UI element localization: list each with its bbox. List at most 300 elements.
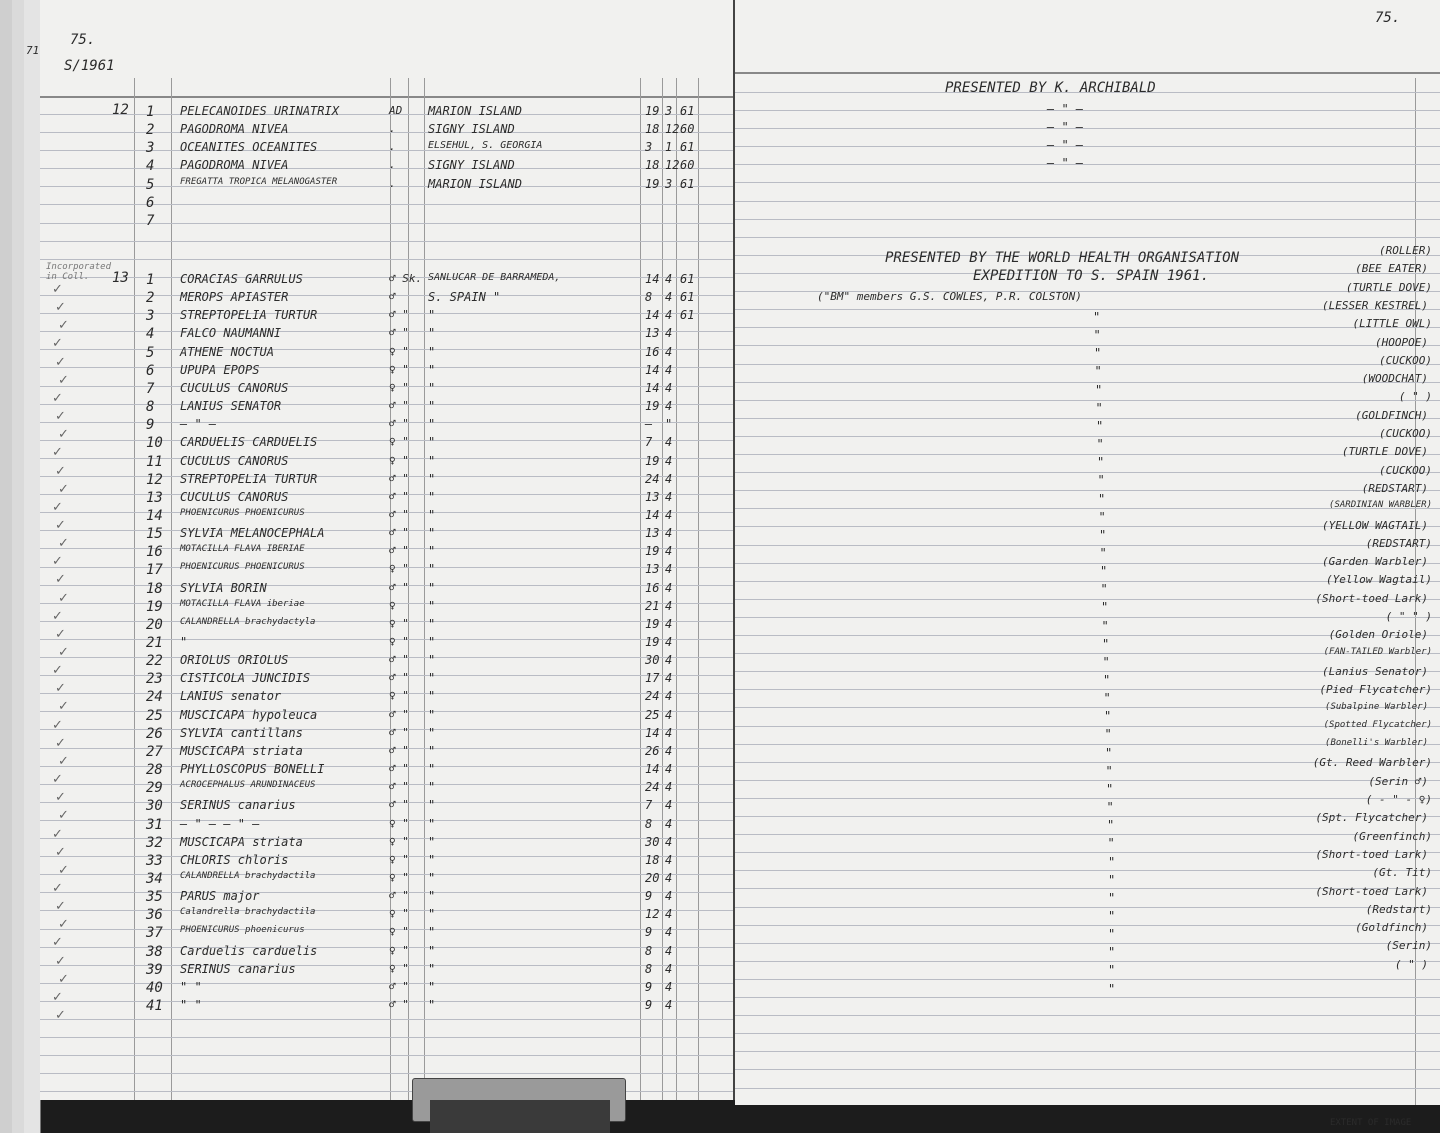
date-month: 4 bbox=[665, 381, 673, 395]
ditto-mark: " bbox=[1096, 437, 1104, 451]
date-day: 13 bbox=[645, 490, 660, 504]
specimen-number: 26 bbox=[146, 726, 163, 742]
ruled-line bbox=[40, 186, 733, 187]
date-day: 24 bbox=[645, 689, 660, 703]
species-name: " " bbox=[180, 980, 202, 994]
locality: " bbox=[428, 762, 436, 776]
presented-by-archibald: PRESENTED BY K. ARCHIBALD bbox=[945, 80, 1156, 96]
date-month: 4 bbox=[665, 817, 673, 831]
ruled-line bbox=[735, 979, 1440, 980]
check-mark-icon: ✓ bbox=[55, 627, 66, 642]
locality: " bbox=[428, 381, 436, 395]
check-mark-icon: ✓ bbox=[58, 373, 69, 388]
common-name: (Short-toed Lark) bbox=[1315, 592, 1428, 605]
specimen-number: 34 bbox=[146, 871, 163, 887]
date-month: 4 bbox=[665, 290, 673, 304]
ditto-mark: " bbox=[1096, 419, 1104, 433]
date-year: 61 bbox=[680, 308, 695, 322]
ruled-line bbox=[735, 545, 1440, 546]
check-mark-icon: ✓ bbox=[52, 609, 63, 624]
common-name: (WOODCHAT) bbox=[1361, 372, 1428, 385]
sex-field: ♀ " bbox=[389, 345, 409, 358]
locality: " bbox=[428, 617, 436, 631]
ditto-mark: " bbox=[1094, 364, 1102, 378]
date-day: 24 bbox=[645, 780, 660, 794]
date-month: 4 bbox=[665, 944, 673, 958]
species-name: CUCULUS CANORUS bbox=[180, 454, 289, 468]
locality: " bbox=[428, 853, 436, 867]
date-month: 4 bbox=[665, 472, 673, 486]
date-day: 7 bbox=[645, 798, 653, 812]
species-name: PELECANOIDES URINATRIX bbox=[180, 104, 339, 118]
date-month: 4 bbox=[665, 689, 673, 703]
sex-field: ♀ " bbox=[389, 853, 409, 866]
date-day: 9 bbox=[645, 889, 653, 903]
date-month: 4 bbox=[665, 526, 673, 540]
check-mark-icon: ✓ bbox=[52, 554, 63, 569]
species-name: PHOENICURUS PHOENICURUS bbox=[180, 508, 305, 518]
date-day: 8 bbox=[645, 290, 653, 304]
date-month: 4 bbox=[665, 345, 673, 359]
specimen-number: 37 bbox=[146, 925, 163, 941]
page-stack bbox=[24, 0, 41, 1133]
check-mark-icon: ✓ bbox=[55, 300, 66, 315]
locality: S. SPAIN " bbox=[428, 290, 501, 304]
ruled-line bbox=[40, 277, 733, 278]
common-name: (HOOPOE) bbox=[1375, 336, 1428, 349]
species-name: PARUS major bbox=[180, 889, 260, 903]
date-day: 13 bbox=[645, 562, 660, 576]
sex-field: ♂ " bbox=[389, 726, 409, 739]
date-day: 16 bbox=[645, 581, 660, 595]
species-name: ACROCEPHALUS ARUNDINACEUS bbox=[180, 780, 316, 790]
ruled-line bbox=[40, 241, 733, 242]
ruled-line bbox=[40, 983, 733, 984]
sex-field: ♂ bbox=[389, 290, 396, 303]
common-name: (LESSER KESTREL) bbox=[1322, 299, 1428, 312]
ditto-mark: " bbox=[1093, 310, 1101, 324]
date-month: 4 bbox=[665, 562, 673, 576]
specimen-number: 17 bbox=[146, 562, 163, 578]
locality: " bbox=[428, 454, 436, 468]
ruled-line bbox=[735, 382, 1440, 383]
date-month: 4 bbox=[665, 617, 673, 631]
ruled-line bbox=[40, 802, 733, 803]
sex-field: ♂ " bbox=[389, 744, 409, 757]
common-name: (Bonelli's Warbler) bbox=[1325, 738, 1428, 748]
ditto-mark: " bbox=[1108, 927, 1116, 941]
edge-page-number: 71 bbox=[26, 44, 40, 57]
check-mark-icon: ✓ bbox=[58, 427, 69, 442]
specimen-number: 39 bbox=[146, 962, 163, 978]
locality: " bbox=[428, 508, 436, 522]
locality: " bbox=[428, 780, 436, 794]
ruled-line bbox=[40, 711, 733, 712]
locality: " bbox=[428, 635, 436, 649]
locality: " bbox=[428, 326, 436, 340]
common-name: (Golden Oriole) bbox=[1328, 628, 1428, 641]
ruled-line bbox=[40, 331, 733, 332]
locality: MARION ISLAND bbox=[428, 104, 522, 118]
species-name: PHYLLOSCOPUS BONELLI bbox=[180, 762, 325, 776]
header-rule bbox=[40, 96, 733, 98]
locality: " bbox=[428, 308, 436, 322]
ruled-line bbox=[40, 367, 733, 368]
sex-field: ♂ Sk. bbox=[389, 272, 423, 285]
date-day: 21 bbox=[645, 599, 660, 613]
locality: " bbox=[428, 581, 436, 595]
date-month: 3 bbox=[665, 177, 673, 191]
batch-number: 13 bbox=[112, 270, 129, 286]
sex-field: ♂ " bbox=[389, 490, 409, 503]
date-day: 14 bbox=[645, 381, 660, 395]
ruled-line bbox=[40, 1055, 733, 1056]
species-name: CALANDRELLA brachydactyla bbox=[180, 617, 316, 627]
sex-field: ♀ " bbox=[389, 689, 409, 702]
species-name: SYLVIA cantillans bbox=[180, 726, 303, 740]
sex-field: ♀ " bbox=[389, 617, 409, 630]
date-day: 19 bbox=[645, 104, 660, 118]
ruled-line bbox=[40, 132, 733, 133]
locality: SANLUCAR DE BARRAMEDA, bbox=[428, 272, 561, 283]
specimen-number: 40 bbox=[146, 980, 163, 996]
ditto-mark: " bbox=[1098, 492, 1106, 506]
date-day: 8 bbox=[645, 817, 653, 831]
species-name: Calandrella brachydactila bbox=[180, 907, 316, 917]
sex-field: ♂ " bbox=[389, 544, 409, 557]
check-mark-icon: ✓ bbox=[52, 772, 63, 787]
date-day: 3 bbox=[645, 140, 653, 154]
check-mark-icon: ✓ bbox=[58, 318, 69, 333]
ditto-mark: " bbox=[1108, 891, 1116, 905]
ruled-line bbox=[40, 422, 733, 423]
species-name: PHOENICURUS PHOENICURUS bbox=[180, 562, 305, 572]
ruled-line bbox=[40, 512, 733, 513]
ruled-line bbox=[40, 639, 733, 640]
date-day: 14 bbox=[645, 308, 660, 322]
date-day: 13 bbox=[645, 526, 660, 540]
sex-field: ♀ " bbox=[389, 925, 409, 938]
date-month: 4 bbox=[665, 980, 673, 994]
date-month: 1 bbox=[665, 140, 673, 154]
date-month: 4 bbox=[665, 454, 673, 468]
specimen-number: 38 bbox=[146, 944, 163, 960]
date-month: 4 bbox=[665, 363, 673, 377]
species-name: MUSCICAPA striata bbox=[180, 744, 303, 758]
specimen-number: 29 bbox=[146, 780, 163, 796]
check-mark-icon: ✓ bbox=[58, 754, 69, 769]
species-name: CALANDRELLA brachydactila bbox=[180, 871, 316, 881]
date-month: 4 bbox=[665, 581, 673, 595]
check-mark-icon: ✓ bbox=[52, 935, 63, 950]
locality: " bbox=[428, 907, 436, 921]
common-name: (CUCKOO) bbox=[1379, 354, 1432, 367]
ruled-line bbox=[40, 458, 733, 459]
ruled-line bbox=[40, 820, 733, 821]
ruled-line bbox=[735, 364, 1440, 365]
ruled-line bbox=[40, 223, 733, 224]
date-month: 4 bbox=[665, 871, 673, 885]
ruled-line bbox=[735, 490, 1440, 491]
locality: " bbox=[428, 544, 436, 558]
common-name: (TURTLE DOVE) bbox=[1341, 445, 1428, 458]
ruled-line bbox=[40, 910, 733, 911]
species-name: PAGODROMA NIVEA bbox=[180, 122, 289, 136]
sex-field: ♀ bbox=[389, 599, 396, 612]
date-day: 19 bbox=[645, 399, 660, 413]
specimen-number: 36 bbox=[146, 907, 163, 923]
ruled-line bbox=[40, 748, 733, 749]
date-day: 24 bbox=[645, 472, 660, 486]
check-mark-icon: ✓ bbox=[58, 591, 69, 606]
date-day: 8 bbox=[645, 962, 653, 976]
date-day: 14 bbox=[645, 272, 660, 286]
date-month: 4 bbox=[665, 889, 673, 903]
ruled-line bbox=[735, 219, 1440, 220]
presented-by-who: PRESENTED BY THE WORLD HEALTH ORGANISATION bbox=[885, 250, 1240, 266]
sex-field: ♂ " bbox=[389, 326, 409, 339]
ditto-mark: " bbox=[1093, 328, 1101, 342]
ruled-line bbox=[735, 1015, 1440, 1016]
check-mark-icon: ✓ bbox=[55, 1008, 66, 1023]
sex-field: ♂ " bbox=[389, 780, 409, 793]
species-name: STREPTOPELIA TURTUR bbox=[180, 308, 318, 322]
common-name: ( " ) bbox=[1394, 958, 1428, 971]
sex-field: . bbox=[389, 122, 396, 135]
species-name: CUCULUS CANORUS bbox=[180, 490, 289, 504]
date-month: 4 bbox=[665, 508, 673, 522]
ditto-mark: " bbox=[1101, 619, 1109, 633]
date-month: 12 bbox=[665, 158, 680, 172]
specimen-number: 19 bbox=[146, 599, 163, 615]
specimen-number: 25 bbox=[146, 708, 163, 724]
specimen-number: 21 bbox=[146, 635, 163, 651]
ruled-line bbox=[735, 164, 1440, 165]
date-month: 4 bbox=[665, 671, 673, 685]
date-day: 14 bbox=[645, 726, 660, 740]
ruled-line bbox=[40, 693, 733, 694]
species-name: SERINUS canarius bbox=[180, 962, 296, 976]
common-name: (Serin ♂) bbox=[1368, 775, 1428, 788]
ruled-line bbox=[735, 110, 1440, 111]
ruled-line bbox=[40, 874, 733, 875]
common-name: (ROLLER) bbox=[1379, 244, 1432, 257]
date-year: 61 bbox=[680, 272, 695, 286]
date-month: 3 bbox=[665, 104, 673, 118]
specimen-number: 5 bbox=[146, 345, 155, 361]
date-month: 4 bbox=[665, 780, 673, 794]
sex-field: . bbox=[389, 158, 396, 171]
ruled-line bbox=[40, 349, 733, 350]
species-name: MOTACILLA FLAVA iberiae bbox=[180, 599, 305, 609]
locality: " bbox=[428, 998, 436, 1012]
ruled-line bbox=[40, 766, 733, 767]
species-name: UPUPA EPOPS bbox=[180, 363, 260, 377]
species-name: CUCULUS CANORUS bbox=[180, 381, 289, 395]
sex-field: . bbox=[389, 140, 396, 153]
ditto-mark: " bbox=[1105, 764, 1113, 778]
specimen-number: 2 bbox=[146, 290, 155, 306]
date-year: 61 bbox=[680, 104, 695, 118]
species-name: MUSCICAPA hypoleuca bbox=[180, 708, 318, 722]
locality: " bbox=[428, 599, 436, 613]
ditto-mark: " bbox=[1107, 818, 1115, 832]
ditto-mark: " bbox=[1099, 528, 1107, 542]
ruled-line bbox=[40, 494, 733, 495]
date-day: 19 bbox=[645, 617, 660, 631]
check-mark-icon: ✓ bbox=[52, 827, 63, 842]
common-name: ( " " ) bbox=[1385, 610, 1432, 623]
check-mark-icon: ✓ bbox=[52, 663, 63, 678]
ruled-line bbox=[735, 1069, 1440, 1070]
date-day: 20 bbox=[645, 871, 660, 885]
date-year: 60 bbox=[680, 122, 695, 136]
check-mark-icon: ✓ bbox=[52, 881, 63, 896]
specimen-number: 28 bbox=[146, 762, 163, 778]
specimen-number: 3 bbox=[146, 308, 155, 324]
check-mark-icon: ✓ bbox=[58, 645, 69, 660]
common-name: (Short-toed Lark) bbox=[1315, 848, 1428, 861]
date-month: 4 bbox=[665, 544, 673, 558]
ruled-line bbox=[40, 675, 733, 676]
check-mark-icon: ✓ bbox=[58, 536, 69, 551]
sex-field: ♂ " bbox=[389, 998, 409, 1011]
locality: SIGNY ISLAND bbox=[428, 122, 515, 136]
common-name: (SARDINIAN WARBLER) bbox=[1329, 500, 1432, 510]
ditto-mark: " bbox=[1094, 346, 1102, 360]
common-name: (Redstart) bbox=[1365, 903, 1432, 916]
date-day: 7 bbox=[645, 435, 653, 449]
check-mark-icon: ✓ bbox=[55, 409, 66, 424]
locality: " bbox=[428, 925, 436, 939]
ruled-line bbox=[40, 729, 733, 730]
specimen-number: 15 bbox=[146, 526, 163, 542]
specimen-number: 41 bbox=[146, 998, 163, 1014]
date-day: 8 bbox=[645, 944, 653, 958]
register-number: S/1961 bbox=[64, 58, 115, 74]
sex-field: ♀ " bbox=[389, 835, 409, 848]
check-mark-icon: ✓ bbox=[55, 355, 66, 370]
sex-field: ♀ " bbox=[389, 635, 409, 648]
locality: " bbox=[428, 726, 436, 740]
check-mark-icon: ✓ bbox=[52, 990, 63, 1005]
sex-field: ♀ " bbox=[389, 944, 409, 957]
common-name: (Goldfinch) bbox=[1355, 921, 1428, 934]
collectors-note: ("BM" members G.S. COWLES, P.R. COLSTON) bbox=[817, 290, 1082, 303]
ruled-line bbox=[40, 295, 733, 296]
ruled-line bbox=[40, 892, 733, 893]
date-month: 4 bbox=[665, 835, 673, 849]
locality: " bbox=[428, 417, 436, 431]
specimen-number: 18 bbox=[146, 581, 163, 597]
ditto-mark: " bbox=[1097, 455, 1105, 469]
date-day: 14 bbox=[645, 363, 660, 377]
sex-field: ♂ " bbox=[389, 980, 409, 993]
date-day: 14 bbox=[645, 508, 660, 522]
check-mark-icon: ✓ bbox=[58, 482, 69, 497]
ruled-line bbox=[40, 404, 733, 405]
specimen-number: 7 bbox=[146, 381, 155, 397]
date-month: 4 bbox=[665, 399, 673, 413]
ruled-line bbox=[735, 798, 1440, 799]
sex-field: ♂ " bbox=[389, 526, 409, 539]
species-name: MUSCICAPA striata bbox=[180, 835, 303, 849]
common-name: ( " ) bbox=[1398, 390, 1432, 403]
common-name: (Spt. Flycatcher) bbox=[1315, 811, 1428, 824]
locality: " bbox=[428, 435, 436, 449]
date-day: 18 bbox=[645, 158, 660, 172]
date-month: 12 bbox=[665, 122, 680, 136]
margin-note: Incorporated in Coll. bbox=[46, 262, 112, 282]
ditto-mark: " bbox=[1098, 510, 1106, 524]
ditto-mark: " bbox=[1108, 945, 1116, 959]
species-name: ORIOLUS ORIOLUS bbox=[180, 653, 289, 667]
ruled-line bbox=[735, 1088, 1440, 1089]
ruled-line bbox=[735, 436, 1440, 437]
locality: MARION ISLAND bbox=[428, 177, 522, 191]
date-day: 18 bbox=[645, 122, 660, 136]
sex-field: ♂ " bbox=[389, 417, 409, 430]
sex-field: ♀ " bbox=[389, 435, 409, 448]
ruled-line bbox=[735, 418, 1440, 419]
specimen-number: 31 bbox=[146, 817, 163, 833]
date-day: 25 bbox=[645, 708, 660, 722]
ruled-line bbox=[735, 327, 1440, 328]
page-number: 75. bbox=[70, 32, 96, 48]
date-month: 4 bbox=[665, 599, 673, 613]
ditto-mark: " bbox=[1102, 655, 1110, 669]
specimen-number: 1 bbox=[146, 272, 155, 288]
ditto-mark: " bbox=[1097, 473, 1105, 487]
locality: " bbox=[428, 363, 436, 377]
check-mark-icon: ✓ bbox=[52, 718, 63, 733]
ditto-mark: " bbox=[1108, 873, 1116, 887]
specimen-number: 27 bbox=[146, 744, 163, 760]
locality: " bbox=[428, 798, 436, 812]
date-day: 30 bbox=[645, 835, 660, 849]
ditto-mark: " bbox=[1107, 836, 1115, 850]
species-name: OCEANITES OCEANITES bbox=[180, 140, 318, 154]
sex-field: AD bbox=[389, 104, 403, 117]
sex-field: ♀ " bbox=[389, 962, 409, 975]
ditto-mark: — " — bbox=[1047, 120, 1084, 134]
check-mark-icon: ✓ bbox=[58, 863, 69, 878]
ruled-line bbox=[735, 1033, 1440, 1034]
date-year: 60 bbox=[680, 158, 695, 172]
check-mark-icon: ✓ bbox=[55, 899, 66, 914]
common-name: (Subalpine Warbler) bbox=[1325, 702, 1428, 712]
specimen-number: 24 bbox=[146, 689, 163, 705]
date-day: 30 bbox=[645, 653, 660, 667]
expedition-line: EXPEDITION TO S. SPAIN 1961. bbox=[973, 268, 1210, 284]
ditto-mark: " bbox=[1099, 546, 1107, 560]
species-name: SYLVIA MELANOCEPHALA bbox=[180, 526, 325, 540]
species-name: Carduelis carduelis bbox=[180, 944, 318, 958]
species-name: ATHENE NOCTUA bbox=[180, 345, 274, 359]
locality: ELSEHUL, S. GEORGIA bbox=[428, 140, 543, 151]
locality: " bbox=[428, 671, 436, 685]
sex-field: ♀ " bbox=[389, 817, 409, 830]
specimen-number: 1 bbox=[146, 104, 155, 120]
common-name: (Gt. Reed Warbler) bbox=[1312, 756, 1432, 769]
check-mark-icon: ✓ bbox=[55, 572, 66, 587]
ruled-line bbox=[735, 943, 1440, 944]
specimen-number: 23 bbox=[146, 671, 163, 687]
ruled-line bbox=[40, 1037, 733, 1038]
species-name: PHOENICURUS phoenicurus bbox=[180, 925, 305, 935]
common-name: (BEE EATER) bbox=[1355, 262, 1428, 275]
ditto-mark: " bbox=[1103, 691, 1111, 705]
